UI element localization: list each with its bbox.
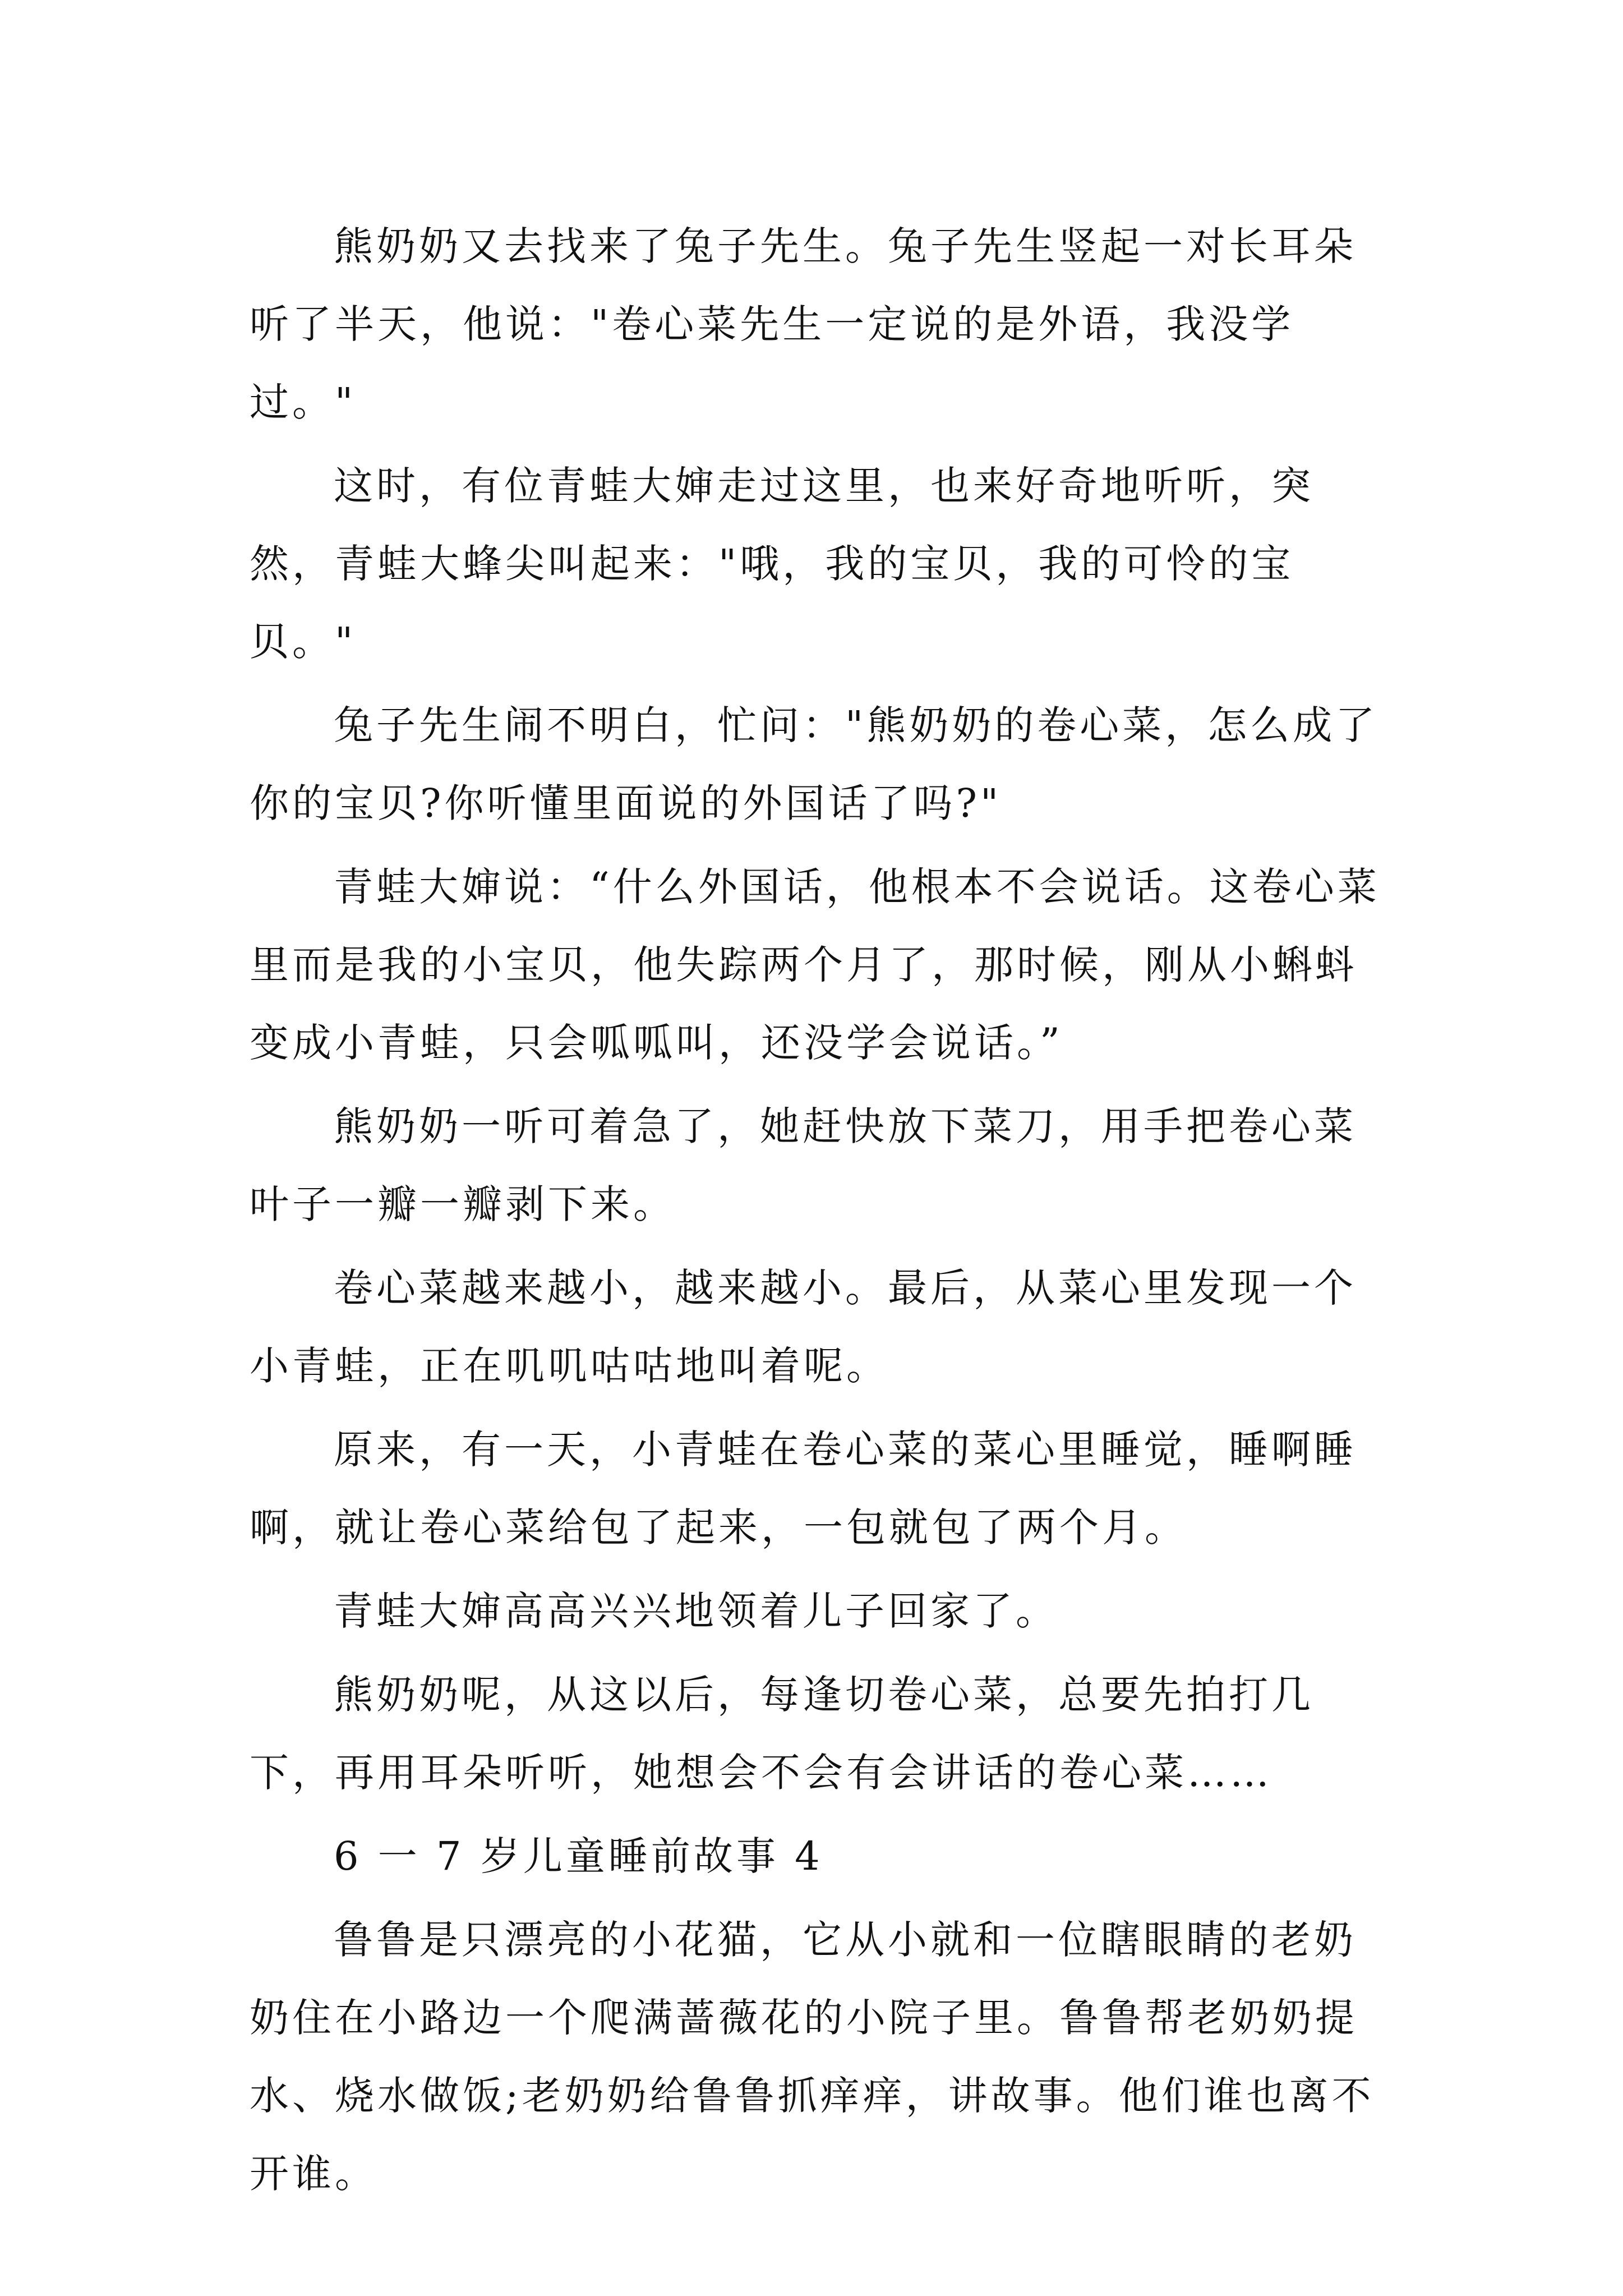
paragraph: 这时，有位青蛙大婶走过这里，也来好奇地听听，突然，青蛙大蜂尖叫起来："哦，我的宝贝，我的可怜的宝贝。" (250, 463, 1314, 665)
document-body (250, 208, 1388, 2213)
paragraph: 熊奶奶又去找来了兔子先生。兔子先生竖起一对长耳朵听了半天，他说："卷心菜先生一定说的是外语，我没学过。" (250, 223, 1357, 425)
paragraph: 原来，有一天，小青蛙在卷心菜的菜心里睡觉，睡啊睡啊，就让卷心菜给包了起来，一包就包了两个月。 (250, 1427, 1357, 1550)
paragraph: 熊奶奶一听可着急了，她赶快放下菜刀，用手把卷心菜叶子一瓣一瓣剥下来。 (250, 1103, 1357, 1227)
paragraph: 鲁鲁是只漂亮的小花猫，它从小就和一位瞎眼睛的老奶奶住在小路边一个爬满蔷薇花的小院子里。鲁鲁帮老奶奶提水、烧水做饭;老奶奶给鲁鲁抓痒痒，讲故事。他们谁也离不开谁。 (250, 1917, 1375, 2197)
paragraph: 青蛙大婶说：“什么外国话，他根本不会说话。这卷心菜里而是我的小宝贝，他失踪两个月了，那时候，刚从小蝌蚪变成小青蛙，只会呱呱叫，还没学会说话。” (250, 864, 1380, 1066)
paragraph: 卷心菜越来越小，越来越小。最后，从菜心里发现一个小青蛙，正在叽叽咕咕地叫着呢。 (250, 1265, 1357, 1389)
paragraph: 青蛙大婶高高兴兴地领着儿子回家了。 (334, 1588, 1058, 1634)
section-heading: 6 一 7 岁儿童睡前故事 4 (334, 1833, 823, 1879)
paragraph: 兔子先生闹不明白，忙问："熊奶奶的卷心菜，怎么成了你的宝贝?你听懂里面说的外国话了吗?" (250, 702, 1378, 826)
paragraph: 熊奶奶呢，从这以后，每逢切卷心菜，总要先拍打几下，再用耳朵听听，她想会不会有会讲话的卷心菜…… (250, 1672, 1314, 1796)
